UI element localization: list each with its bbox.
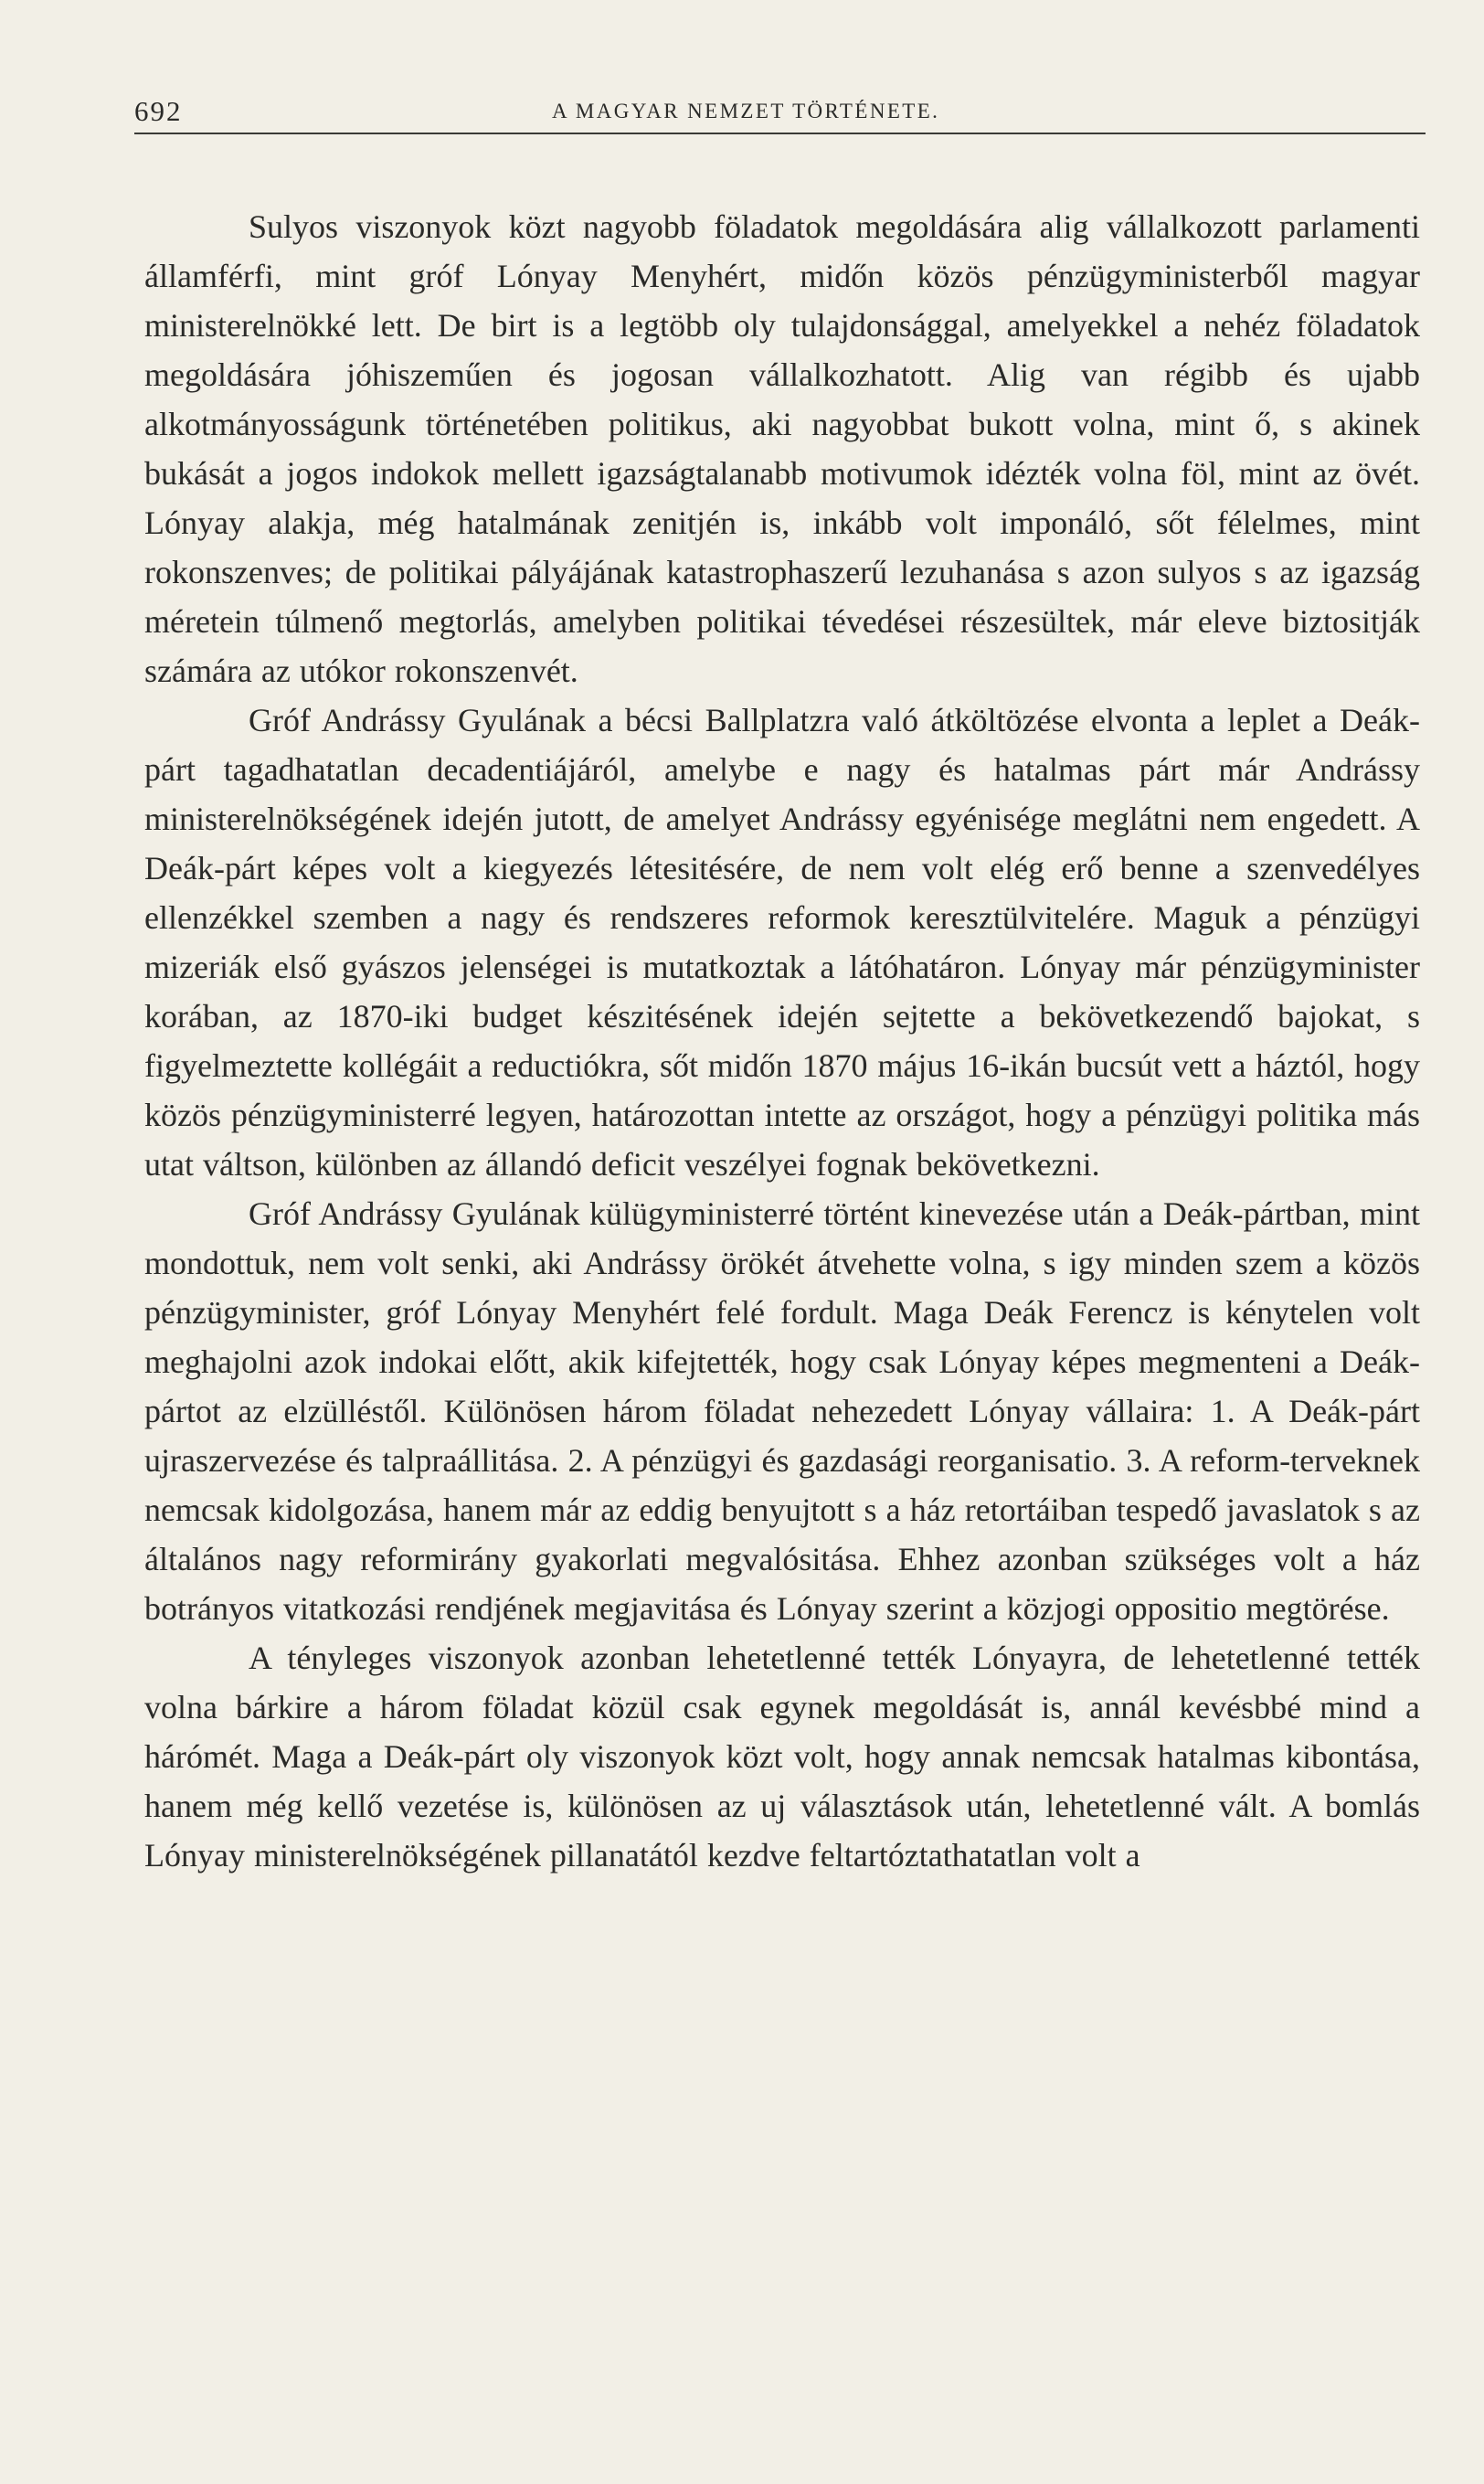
body-text [144, 202, 1420, 1880]
paragraph: Gróf Andrássy Gyulának külügyministerré történt kinevezése után a Deák-pártban, mint mondottuk, nem volt senki, aki Andrássy örökét átvehette volna, s igy minden szem a közös pénzügyminister, gróf Lónyay Menyhért felé fordult. Maga Deák Ferencz is kénytelen volt meghajolni azok indokai előtt, akik kifejtették, hogy csak Lónyay képes megmenteni a Deák-pártot az elzülléstől. Különösen három föladat nehezedett Lónyay vállaira: 1. A Deák-párt ujraszervezése és talpraállitása. 2. A pénzügyi és gazdasági reorganisatio. 3. A reform-terveknek nemcsak kidolgozása, hanem már az eddig benyujtott s a ház retortáiban tespedő javaslatok s az általános nagy reformirány gyakorlati megvalósitása. Ehhez azonban szükséges volt a ház botrányos vitatkozási rendjének megjavitása és Lónyay szerint a közjogi oppositio megtörése. [144, 1195, 1420, 1627]
paragraph: Gróf Andrássy Gyulának a bécsi Ballplatzra való átköltözése elvonta a leplet a Deák-párt tagadhatatlan decadentiájáról, amelybe e nagy és hatalmas párt már Andrássy ministerelnökségének idején jutott, de amelyet Andrássy egyénisége meglátni nem engedett. A Deák-párt képes volt a kiegyezés létesitésére, de nem volt elég erő benne a szenvedélyes ellenzékkel szemben a nagy és rendszeres reformok keresztülvitelére. Maguk a pénzügyi mizeriák első gyászos jelenségei is mutatkoztak a látóhatáron. Lónyay már pénzügyminister korában, az 1870-iki budget készitésének idején sejtette a bekövetkezendő bajokat, s figyelmeztette kollégáit a reductiókra, sőt midőn 1870 május 16-ikán bucsút vett a háztól, hogy közös pénzügyministerré legyen, határozottan intette az országot, hogy a pénzügyi politika más utat váltson, különben az állandó deficit veszélyei fognak bekövetkezni. [144, 702, 1420, 1183]
page-header [134, 95, 1426, 132]
header-rule [134, 133, 1426, 134]
paragraph: Sulyos viszonyok közt nagyobb föladatok megoldására alig vállalkozott parlamenti államférfi, mint gróf Lónyay Menyhért, midőn közös pénzügyministerből magyar ministerelnökké lett. De birt is a legtöbb oly tulajdonsággal, amelyekkel a nehéz föladatok megoldására jóhiszeműen és jogosan vállalkozhatott. Alig van régibb és ujabb alkotmányosságunk történetében politikus, aki nagyobbat bukott volna, mint ő, s akinek bukását a jogos indokok mellett igazságtalanabb motivumok idézték volna föl, mint az övét. Lónyay alakja, még hatalmának zenitjén is, inkább volt imponáló, sőt félelmes, mint rokonszenves; de politikai pályájának katastrophaszerű lezuhanása s azon sulyos s az igazság méretein túlmenő megtorlás, amelyben politikai tévedései részesültek, már eleve biztositják számára az utókor rokonszenvét. [144, 208, 1420, 689]
page-number: 692 [134, 95, 183, 127]
running-title: A MAGYAR NEMZET TÖRTÉNETE. [552, 100, 940, 122]
paragraph: A tényleges viszonyok azonban lehetetlenné tették Lónyayra, de lehetetlenné tették volna bárkire a három föladat közül csak egynek megoldását is, annál kevésbbé mind a hárómét. Maga a Deák-párt oly viszonyok közt volt, hogy annak nemcsak hatalmas kibontása, hanem még kellő vezetése is, különösen az uj választások után, lehetetlenné vált. A bomlás Lónyay ministerelnökségének pillanatától kezdve feltartóztathatatlan volt a [144, 1640, 1420, 1874]
